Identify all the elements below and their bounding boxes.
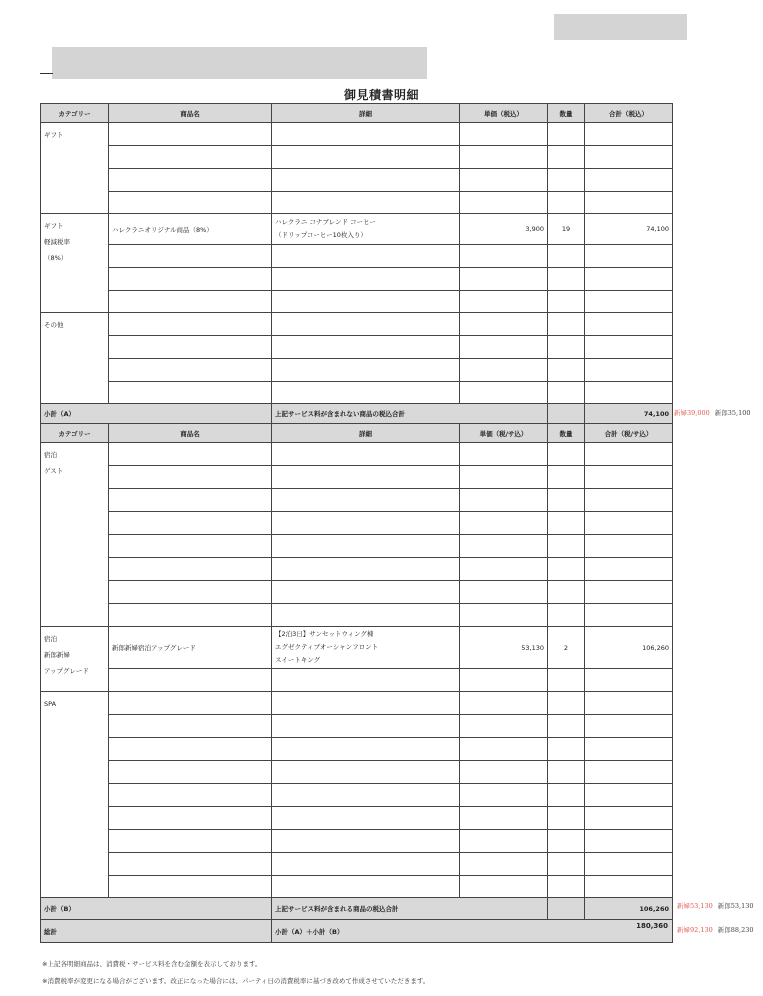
table-row-upgrade-item bbox=[41, 627, 673, 669]
table-row bbox=[41, 123, 673, 146]
name-underline bbox=[40, 73, 53, 74]
table-row bbox=[41, 738, 673, 761]
grand-total-split bbox=[677, 925, 754, 934]
table-row bbox=[41, 558, 673, 581]
table-row bbox=[41, 669, 673, 692]
table-row bbox=[41, 853, 673, 876]
table-row bbox=[41, 291, 673, 313]
grand-total-value: 180,360 bbox=[636, 922, 668, 930]
table-row bbox=[41, 192, 673, 214]
table-row bbox=[41, 876, 673, 898]
estimate-table bbox=[40, 103, 673, 943]
subtotal-a-description: 上記サービス料が含まれない商品の税込合計 bbox=[272, 404, 548, 424]
table-row bbox=[41, 692, 673, 715]
subtotal-a-split bbox=[674, 408, 751, 417]
upgrade-item-detail: 【2泊3日】サンセットウィング棟 エグゼクティブオーシャンフロント スイートキング bbox=[272, 627, 460, 669]
table-row bbox=[41, 146, 673, 169]
col-header-unit-price: 単価（税込） bbox=[460, 104, 548, 123]
gift-item-name: ハレクラニオリジナル商品（8%） bbox=[109, 214, 272, 245]
category-spa: SPA bbox=[41, 692, 109, 898]
col-header-item: 商品名 bbox=[109, 424, 272, 443]
subtotal-b-row bbox=[41, 898, 673, 920]
bride-amount-a: 新婦39,000 bbox=[674, 409, 710, 417]
header-row-a bbox=[41, 104, 673, 123]
upgrade-item-quantity: 2 bbox=[548, 627, 585, 669]
header-row-b bbox=[41, 424, 673, 443]
category-gift: ギフト bbox=[41, 123, 109, 214]
gift-item-unit-price: 3,900 bbox=[460, 214, 548, 245]
groom-amount-a: 新郎35,100 bbox=[714, 409, 751, 417]
table-row bbox=[41, 604, 673, 627]
subtotal-a-label: 小計（A） bbox=[41, 404, 272, 424]
table-row bbox=[41, 169, 673, 192]
col-header-total: 合計（税/サ込） bbox=[585, 424, 673, 443]
grand-total-description: 小計（A）＋小計（B） bbox=[272, 920, 673, 943]
category-stay-upgrade: 宿泊 新郎新婦 アップグレード bbox=[41, 627, 109, 692]
gift-item-quantity: 19 bbox=[548, 214, 585, 245]
subtotal-b-value: 106,260 bbox=[585, 898, 673, 920]
category-gift-reduced: ギフト 軽減税率 （8%） bbox=[41, 214, 109, 313]
table-row bbox=[41, 512, 673, 535]
col-header-item: 商品名 bbox=[109, 104, 272, 123]
redacted-box-top bbox=[554, 14, 687, 40]
grand-total-row bbox=[41, 920, 673, 943]
page-title: 御見積書明細 bbox=[343, 88, 419, 102]
subtotal-b-label: 小計（B） bbox=[41, 898, 272, 920]
groom-amount-total: 新郎88,230 bbox=[717, 926, 754, 934]
col-header-quantity: 数量 bbox=[548, 424, 585, 443]
table-row bbox=[41, 581, 673, 604]
groom-amount-b: 新郎53,130 bbox=[717, 902, 754, 910]
subtotal-b-split bbox=[677, 901, 754, 910]
col-header-quantity: 数量 bbox=[548, 104, 585, 123]
upgrade-item-total: 106,260 bbox=[585, 627, 673, 669]
gift-item-detail: ハレクラニ コナブレンド コーヒー （ドリップコーヒー10枚入り） bbox=[272, 214, 460, 245]
note-tax-change: ※消費税率が変更になる場合がございます。改正になった場合には、パーティ日の消費税率に基づき改めて作成させていただきます。 bbox=[42, 977, 430, 985]
category-other: その他 bbox=[41, 313, 109, 404]
table-row bbox=[41, 830, 673, 853]
table-row-gift-item bbox=[41, 214, 673, 245]
table-row bbox=[41, 489, 673, 512]
category-stay-guest: 宿泊 ゲスト bbox=[41, 443, 109, 627]
grand-total-label: 総計 bbox=[41, 920, 272, 943]
table-row bbox=[41, 245, 673, 268]
col-header-unit-price: 単価（税/サ込） bbox=[460, 424, 548, 443]
table-row bbox=[41, 466, 673, 489]
table-row bbox=[41, 268, 673, 291]
table-row bbox=[41, 359, 673, 382]
table-row bbox=[41, 336, 673, 359]
table-row bbox=[41, 715, 673, 738]
table-row bbox=[41, 382, 673, 404]
table-row bbox=[41, 761, 673, 784]
bride-amount-total: 新婦92,130 bbox=[677, 926, 713, 934]
subtotal-a-value: 74,100 bbox=[585, 404, 673, 424]
col-header-total: 合計（税込） bbox=[585, 104, 673, 123]
bride-amount-b: 新婦53,130 bbox=[677, 902, 713, 910]
table-row bbox=[41, 535, 673, 558]
gift-item-total: 74,100 bbox=[585, 214, 673, 245]
col-header-detail: 詳細 bbox=[272, 424, 460, 443]
redacted-box-name bbox=[52, 47, 427, 79]
col-header-category: カテゴリー bbox=[41, 104, 109, 123]
col-header-detail: 詳細 bbox=[272, 104, 460, 123]
subtotal-b-description: 上記サービス料が含まれる商品の税込合計 bbox=[272, 898, 548, 920]
upgrade-item-unit-price: 53,130 bbox=[460, 627, 548, 669]
note-tax-included: ※上記各明細商品は、消費税・サービス料を含む金額を表示しております。 bbox=[42, 960, 262, 968]
col-header-category: カテゴリー bbox=[41, 424, 109, 443]
table-row bbox=[41, 313, 673, 336]
table-row bbox=[41, 807, 673, 830]
table-row bbox=[41, 443, 673, 466]
table-row bbox=[41, 784, 673, 807]
upgrade-item-name: 新郎新婦宿泊アップグレード bbox=[109, 627, 272, 669]
subtotal-a-row bbox=[41, 404, 673, 424]
